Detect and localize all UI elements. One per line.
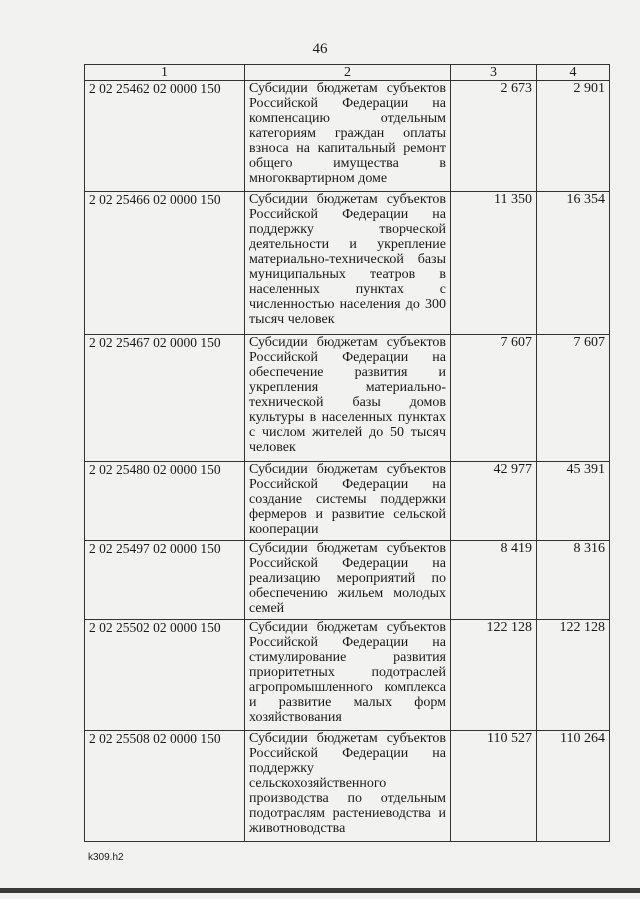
column-header: 3 bbox=[451, 65, 537, 81]
row-description: Субсидии бюджетам субъектов Российской Федерации на обеспечение развития и укрепления материально-технической базы домов культуры в населенных пунктах с числом жителей до 50 тысяч человек bbox=[245, 335, 451, 462]
value-col4: 8 316 bbox=[537, 541, 610, 620]
table-row bbox=[85, 731, 610, 842]
value-col3: 122 128 bbox=[451, 620, 537, 731]
row-description: Субсидии бюджетам субъектов Российской Федерации на реализацию мероприятий по обеспечению жильем молодых семей bbox=[245, 541, 451, 620]
footer-file-code: k309.h2 bbox=[88, 852, 124, 863]
table-row bbox=[85, 335, 610, 462]
budget-code: 2 02 25467 02 0000 150 bbox=[85, 335, 245, 462]
value-col4: 45 391 bbox=[537, 462, 610, 541]
row-description: Субсидии бюджетам субъектов Российской Федерации на создание системы поддержки фермеров и развитие сельской кооперации bbox=[245, 462, 451, 541]
value-col4: 2 901 bbox=[537, 81, 610, 192]
row-description: Субсидии бюджетам субъектов Российской Федерации на стимулирование развития приоритетных подотраслей агропромышленного комплекса и развитие малых форм хозяйствования bbox=[245, 620, 451, 731]
row-description: Субсидии бюджетам субъектов Российской Федерации на компенсацию отдельным категориям граждан оплаты взноса на капитальный ремонт общего имущества в многоквартирном доме bbox=[245, 81, 451, 192]
value-col3: 7 607 bbox=[451, 335, 537, 462]
budget-code: 2 02 25497 02 0000 150 bbox=[85, 541, 245, 620]
budget-code: 2 02 25508 02 0000 150 bbox=[85, 731, 245, 842]
budget-code: 2 02 25502 02 0000 150 bbox=[85, 620, 245, 731]
value-col4: 122 128 bbox=[537, 620, 610, 731]
row-description: Субсидии бюджетам субъектов Российской Федерации на поддержку творческой деятельности и укрепление материально-технической базы муниципальных театров в населенных пунктах с численностью населения до 300 тысяч человек bbox=[245, 192, 451, 335]
budget-code: 2 02 25462 02 0000 150 bbox=[85, 81, 245, 192]
value-col3: 42 977 bbox=[451, 462, 537, 541]
value-col3: 8 419 bbox=[451, 541, 537, 620]
column-header: 4 bbox=[537, 65, 610, 81]
column-header: 2 bbox=[245, 65, 451, 81]
budget-code: 2 02 25466 02 0000 150 bbox=[85, 192, 245, 335]
table-row bbox=[85, 81, 610, 192]
value-col4: 110 264 bbox=[537, 731, 610, 842]
table-header-row bbox=[85, 65, 610, 81]
value-col3: 2 673 bbox=[451, 81, 537, 192]
value-col4: 7 607 bbox=[537, 335, 610, 462]
row-description: Субсидии бюджетам субъектов Российской Федерации на поддержку сельскохозяйственного производства по отдельным подотраслям растениеводства и животноводства bbox=[245, 731, 451, 842]
table-row bbox=[85, 462, 610, 541]
budget-table bbox=[84, 64, 610, 842]
page-number: 46 bbox=[312, 41, 328, 57]
budget-code: 2 02 25480 02 0000 150 bbox=[85, 462, 245, 541]
table-row bbox=[85, 192, 610, 335]
value-col3: 11 350 bbox=[451, 192, 537, 335]
column-header: 1 bbox=[85, 65, 245, 81]
value-col3: 110 527 bbox=[451, 731, 537, 842]
table-row bbox=[85, 541, 610, 620]
value-col4: 16 354 bbox=[537, 192, 610, 335]
table-row bbox=[85, 620, 610, 731]
scan-edge-divider bbox=[0, 888, 640, 893]
